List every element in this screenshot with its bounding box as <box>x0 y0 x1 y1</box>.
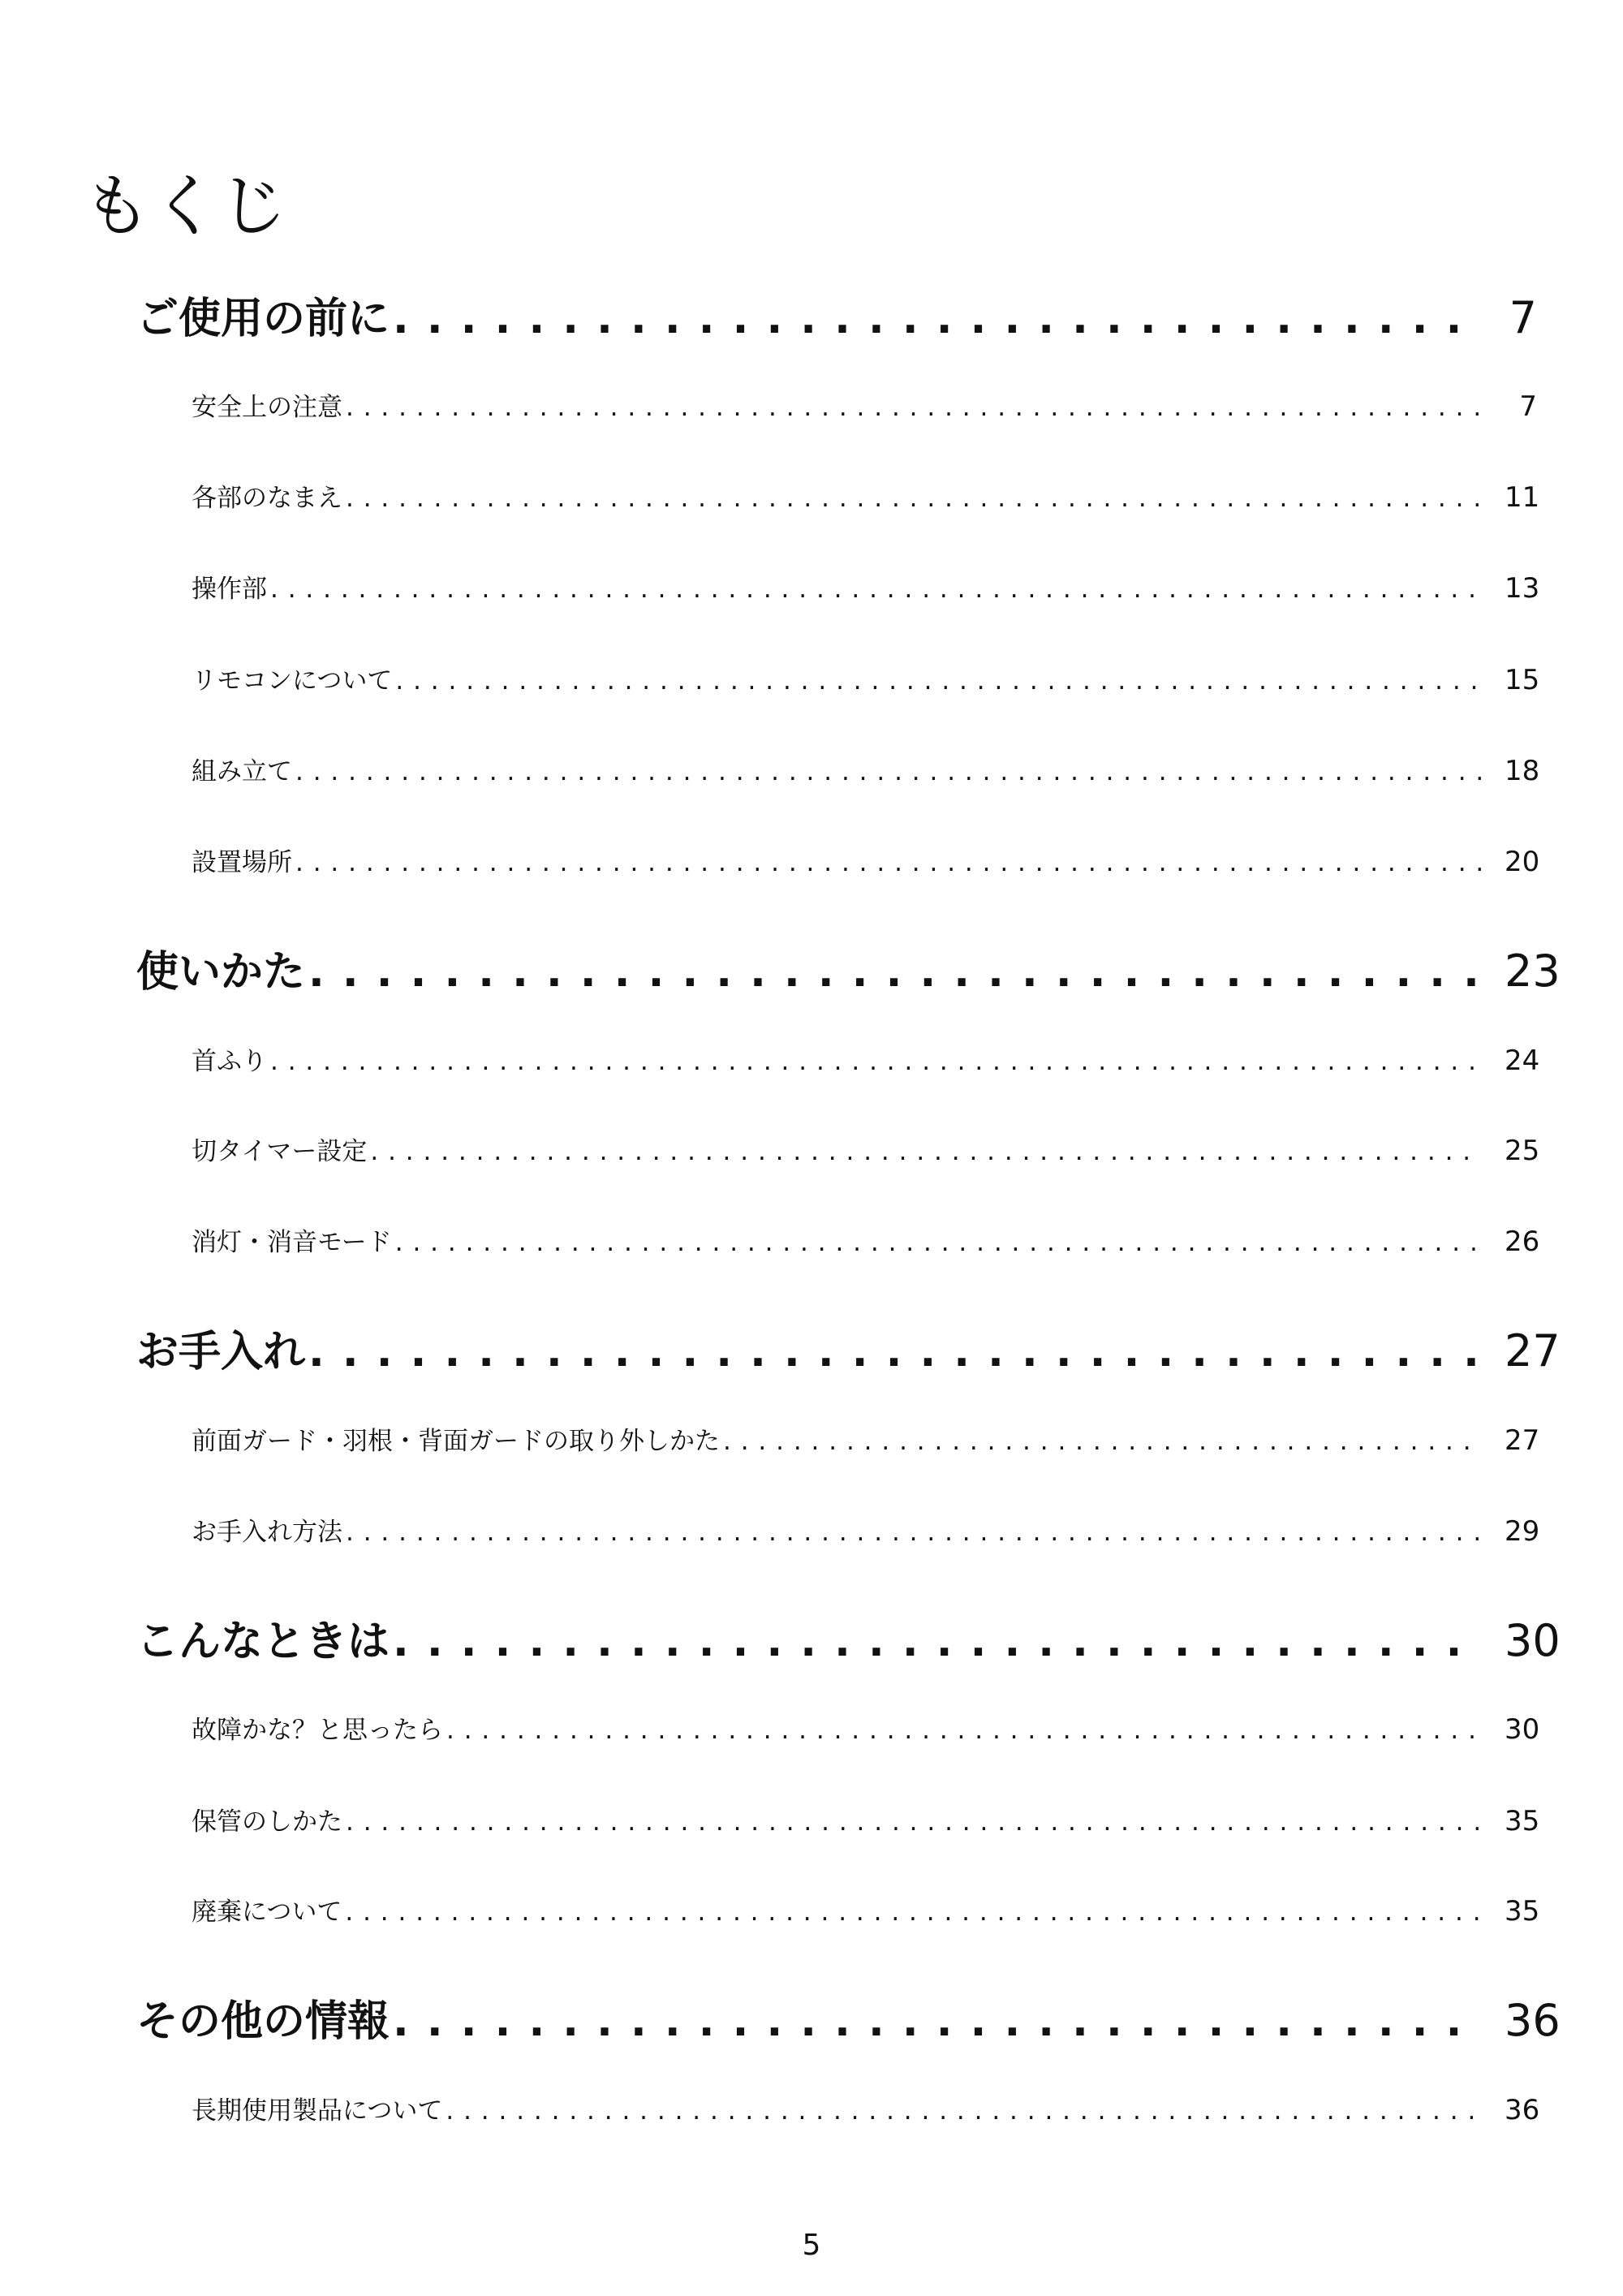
item-label: 消灯・消音モード <box>192 1228 392 1257</box>
dot-leader <box>270 575 1482 604</box>
dot-leader <box>295 848 1482 877</box>
item-page-number: 20 <box>1505 846 1540 878</box>
dot-leader <box>395 1228 1482 1257</box>
dot-leader <box>393 1618 1482 1666</box>
section-title: その他の情報 <box>136 1997 390 2046</box>
item-page-number: 7 <box>1519 390 1537 423</box>
dot-leader <box>270 1047 1482 1076</box>
item-page-number: 29 <box>1505 1515 1540 1548</box>
item-label: 保管のしかた <box>192 1807 342 1837</box>
toc-item[interactable] <box>192 1709 1540 1746</box>
item-label: 長期使用製品について <box>192 2096 443 2126</box>
item-page-number: 11 <box>1505 481 1540 514</box>
toc-item[interactable] <box>192 1801 1540 1837</box>
toc-item[interactable] <box>192 1420 1540 1457</box>
section-title: こんなときは <box>136 1618 390 1666</box>
item-page-number: 24 <box>1505 1045 1540 1077</box>
dot-leader <box>446 2096 1482 2126</box>
item-page-number: 13 <box>1505 572 1540 605</box>
toc-item[interactable] <box>192 386 1537 422</box>
section-page-number: 23 <box>1505 946 1561 997</box>
toc-section-other-info[interactable] <box>136 1987 1561 2046</box>
item-label: 組み立て <box>192 757 292 786</box>
item-label: 操作部 <box>192 575 267 604</box>
dot-leader <box>393 1997 1482 2046</box>
section-page-number: 7 <box>1509 292 1537 343</box>
item-label: 安全上の注意 <box>192 393 342 422</box>
toc-item[interactable] <box>192 1891 1540 1928</box>
section-title: お手入れ <box>136 1328 306 1376</box>
dot-leader <box>393 295 1482 343</box>
toc-item[interactable] <box>192 1040 1540 1077</box>
item-label: 切タイマー設定 <box>192 1137 368 1166</box>
section-title: 使いかた <box>136 948 306 997</box>
item-page-number: 27 <box>1505 1424 1540 1457</box>
dot-leader <box>308 1328 1482 1376</box>
item-label: 廃棄について <box>192 1898 342 1927</box>
page-title: もくじ <box>83 166 288 246</box>
item-label: 前面ガード・羽根・背面ガードの取り外しかた <box>192 1427 720 1456</box>
toc-section-maintenance[interactable] <box>136 1317 1561 1376</box>
dot-leader <box>723 1427 1482 1456</box>
toc-item[interactable] <box>192 1511 1540 1548</box>
toc-item[interactable] <box>192 842 1540 878</box>
dot-leader <box>446 1716 1482 1745</box>
toc-item[interactable] <box>192 477 1540 514</box>
toc-section-troubleshooting[interactable] <box>136 1607 1561 1666</box>
dot-leader <box>346 393 1482 422</box>
item-label: 首ふり <box>192 1047 267 1076</box>
item-page-number: 35 <box>1505 1895 1540 1928</box>
page-number: 5 <box>802 2229 821 2262</box>
item-page-number: 18 <box>1505 755 1540 787</box>
dot-leader <box>370 1137 1482 1166</box>
item-page-number: 35 <box>1505 1805 1540 1837</box>
toc-item[interactable] <box>192 1221 1540 1258</box>
dot-leader <box>395 666 1482 696</box>
dot-leader <box>308 948 1482 997</box>
toc-section-before-use[interactable] <box>136 284 1537 341</box>
dot-leader <box>345 1898 1482 1927</box>
item-label: お手入れ方法 <box>192 1518 342 1547</box>
item-page-number: 26 <box>1505 1226 1540 1258</box>
toc-item[interactable] <box>192 2090 1540 2126</box>
dot-leader <box>295 757 1482 786</box>
section-page-number: 30 <box>1505 1615 1561 1666</box>
item-label: 故障かな？と思ったら <box>192 1716 443 1745</box>
item-page-number: 30 <box>1505 1713 1540 1746</box>
section-page-number: 27 <box>1505 1325 1561 1376</box>
toc-item[interactable] <box>192 1131 1540 1167</box>
item-page-number: 36 <box>1505 2094 1540 2126</box>
item-label: 各部のなまえ <box>192 484 342 513</box>
toc-section-how-to-use[interactable] <box>136 937 1561 997</box>
toc-item[interactable] <box>192 568 1540 605</box>
toc-item[interactable] <box>192 660 1540 696</box>
section-title: ご使用の前に <box>136 295 390 343</box>
dot-leader <box>346 484 1482 513</box>
item-label: 設置場所 <box>192 848 292 877</box>
item-page-number: 25 <box>1505 1135 1540 1167</box>
item-label: リモコンについて <box>192 666 393 696</box>
dot-leader <box>346 1518 1482 1547</box>
section-page-number: 36 <box>1505 1995 1561 2046</box>
item-page-number: 15 <box>1505 664 1540 696</box>
dot-leader <box>346 1807 1482 1837</box>
toc-item[interactable] <box>192 751 1540 787</box>
